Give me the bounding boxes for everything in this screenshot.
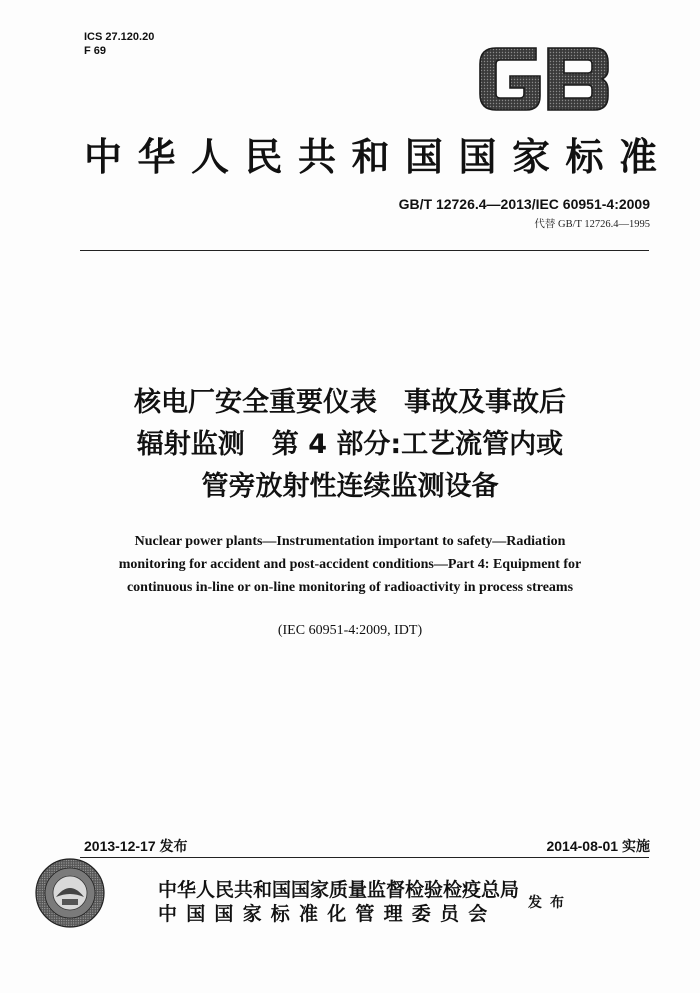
chinese-title-line: 辐射监测 第 4 部分:工艺流管内或 xyxy=(136,429,564,460)
chinese-title-line: 管旁放射性连续监测设备 xyxy=(201,471,499,502)
publish-label: 发布 xyxy=(528,895,572,911)
header-divider xyxy=(80,250,649,251)
gb-logo-icon xyxy=(474,42,614,116)
issuing-authorities xyxy=(158,878,519,926)
classification-codes xyxy=(84,30,154,58)
official-seal-icon xyxy=(34,857,106,929)
implementation-date: 2014-08-01 实施 xyxy=(546,838,650,854)
english-title-line: continuous in-line or on-line monitoring of radioactivity in process streams xyxy=(126,580,574,595)
issuer-sac: 中国国家标准化管理委员会 xyxy=(158,903,497,925)
replaces-standard: 代替 GB/T 12726.4—1995 xyxy=(534,219,650,230)
footer-divider xyxy=(80,857,649,858)
standard-number: GB/T 12726.4—2013/IEC 60951-4:2009 xyxy=(398,196,650,212)
standard-type-title: 中华人民共和国国家标准 xyxy=(84,134,673,179)
chinese-title-line: 核电厂安全重要仪表 事故及事故后 xyxy=(134,387,566,418)
english-title-line: monitoring for accident and post-accident conditions—Part 4: Equipment for xyxy=(118,557,582,572)
issuer-aqsiq: 中华人民共和国国家质量监督检验检疫总局 xyxy=(158,879,520,901)
issue-date: 2013-12-17 发布 xyxy=(84,838,188,854)
ccs-code: F 69 xyxy=(84,45,107,57)
chinese-title xyxy=(0,382,700,508)
english-title xyxy=(0,530,700,599)
english-title-line: Nuclear power plants—Instrumentation important to safety—Radiation xyxy=(134,534,566,549)
ics-code: ICS 27.120.20 xyxy=(84,31,155,43)
iec-equivalence: (IEC 60951-4:2009, IDT) xyxy=(277,623,423,638)
